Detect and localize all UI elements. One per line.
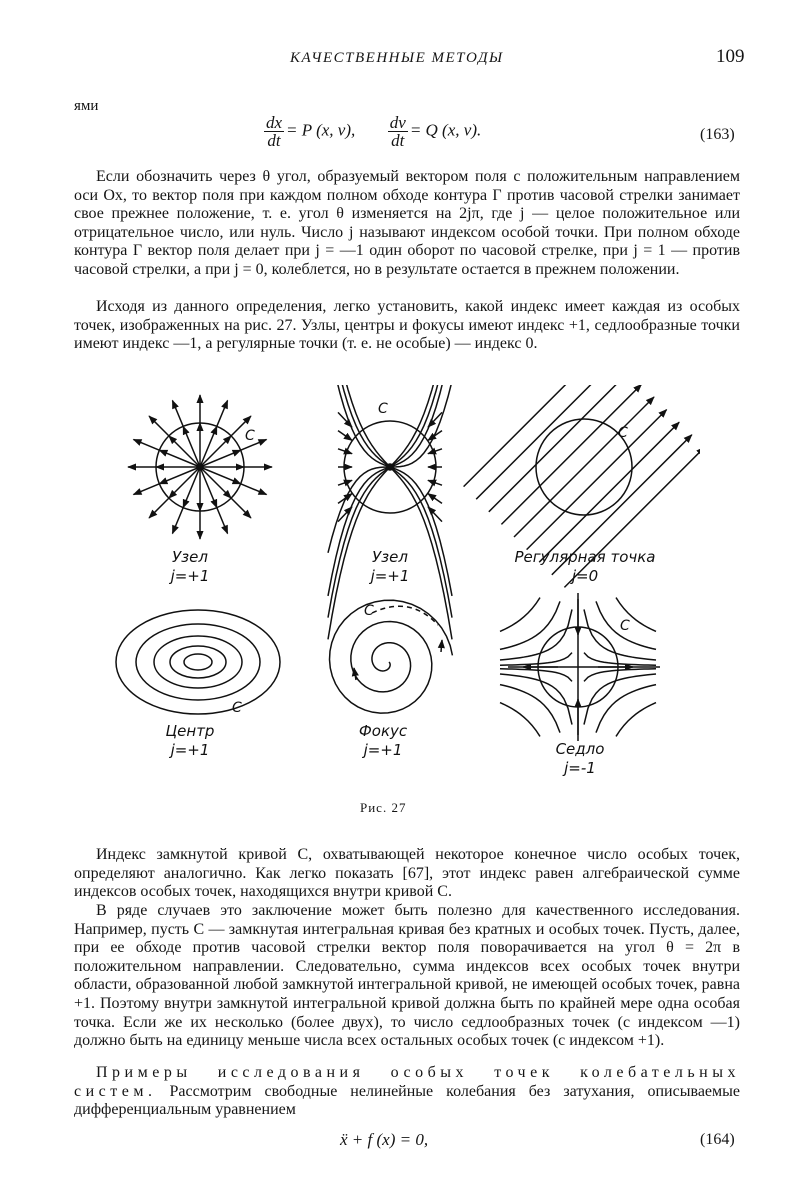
- equation-number-163: (163): [700, 126, 735, 143]
- regular-flow-arrow: [527, 410, 667, 550]
- equation-164: ẍ + f (x) = 0,: [340, 1130, 429, 1149]
- caption-center: Центр j=+1: [165, 722, 215, 759]
- node-ray-arrow: [241, 484, 267, 495]
- node-center-point: [197, 464, 203, 470]
- fraction-dx-dt: $\frac{dx}{dt}$: [266, 113, 283, 150]
- paragraph-closed-curve-index: Индекс замкнутой кривой C, охватывающей некоторое конечное число особых точек, определяют аналогично. Как легко показать [67], этот индекс равен алгебраической сумме индексов особых точек, находящихся внутри кривой C.: [74, 846, 740, 901]
- saddle-hyperbola: [616, 703, 656, 737]
- saddle-hyperbola: [500, 685, 560, 733]
- regular-flow-arrow: [501, 385, 641, 524]
- node-ray-arrow: [169, 467, 200, 498]
- node2-inflow-arrow: [338, 494, 352, 504]
- equation-number-164: (164): [700, 1131, 735, 1148]
- equation-rhs-1: = P (x, v),: [286, 120, 356, 140]
- equation-163: [262, 114, 481, 149]
- node-ray-arrow: [172, 508, 183, 534]
- caption-regular-point: Регулярная точка j=0: [514, 548, 656, 585]
- regular-curve-label: C: [618, 425, 628, 441]
- section-heading: Примеры исследования особых точек колебательных систем.: [74, 1064, 740, 1100]
- center-orbit: [170, 646, 226, 678]
- node-ray-arrow: [217, 508, 228, 534]
- regular-flow-arrow: [514, 397, 654, 537]
- paragraph-qualitative-study: В ряде случаев это заключение может быть полезно для качественного исследования. Например, пусть C — замкнутая интегральная кривая без кратных и особых точек. Пусть, далее, при ее обходе против часовой стрелки вектор поля поворачивается на угол θ = 2π в положительном направлении. Следовательно, сумма индексов всех особых точек внутри области, образованной любой замкнутой интегральной кривой, не имеющей особых точек, равна +1. Поэтому внутри замкнутой интегральной кривой должна быть по крайней мере одна особая точка. Если же их несколько (более двух), то число седлообразных точек (с индексом —1) должно быть на единицу меньше числа всех остальных особых точек (с индексом +1).: [74, 902, 740, 1050]
- regular-flow-arrow: [464, 385, 604, 487]
- focus-arrow: [354, 668, 356, 680]
- caption-focus: Фокус j=+1: [358, 722, 408, 759]
- equation-rhs-2: = Q (x, v).: [409, 120, 482, 140]
- center-orbit: [154, 636, 242, 688]
- node-ray-arrow: [200, 436, 231, 467]
- node2-inflow-arrow: [338, 507, 352, 522]
- figure-caption: Рис. 27: [360, 800, 407, 815]
- node-ray-arrow: [149, 416, 169, 436]
- focus-curve-label: C: [364, 603, 374, 619]
- regular-flow-arrow: [539, 422, 679, 562]
- node2-inflow-arrow: [338, 431, 352, 441]
- node2-inflow-arrow: [338, 480, 352, 485]
- node2-inflow-arrow: [428, 431, 442, 441]
- saddle-curve-label: C: [620, 618, 630, 634]
- node2-center-point: [387, 464, 393, 470]
- node-ray-arrow: [133, 484, 159, 495]
- node-ray-arrow: [133, 439, 159, 450]
- node2-inflow-arrow: [428, 412, 442, 427]
- node-ray-arrow: [200, 467, 231, 498]
- node-ray-arrow: [169, 436, 200, 467]
- center-orbit: [184, 654, 212, 670]
- node2-inflow-arrow: [428, 480, 442, 485]
- node2-inflow-arrow: [428, 494, 442, 504]
- node-ray-arrow: [217, 400, 228, 426]
- page-number: 109: [716, 46, 745, 67]
- node-ray-arrow: [172, 400, 183, 426]
- node-curve-label: C: [245, 428, 255, 444]
- saddle-hyperbola: [500, 601, 560, 649]
- saddle-hyperbola: [596, 685, 656, 733]
- focus-spiral: [329, 600, 452, 713]
- saddle-hyperbola: [500, 598, 540, 632]
- caption-node-2: Узел j=+1: [370, 548, 410, 585]
- paragraph-examples: [74, 1064, 740, 1120]
- running-title: КАЧЕСТВЕННЫЕ МЕТОДЫ: [290, 50, 504, 66]
- paragraph-index-values: Исходя из данного определения, легко установить, какой индекс имеет каждая из особых точек, изображенных на рис. 27. Узлы, центры и фокусы имеют индекс +1, седлообразные точки имеют индекс —1, а регулярные точки (т. е. не особые) — индекс 0.: [74, 298, 740, 353]
- caption-saddle: Седло j=-1: [555, 740, 605, 777]
- section-text: Рассмотрим свободные нелинейные колебания без затухания, описываемые дифференциальным уравнением: [74, 1082, 740, 1119]
- paragraph-index-definition: Если обозначить через θ угол, образуемый вектором поля с положительным направлением оси Ox, то вектор поля при каждом полном обходе контура Γ против часовой стрелки занимает свое прежнее положение, т. е. угол θ изменяется на 2jπ, где j — целое положительное или отрицательное число, или нуль. Число j называют индексом особой точки. При полном обходе контура Γ вектор поля делает при j = —1 один оборот по часовой стрелке, при j = 1 — против часовой стрелки, а при j = 0, колеблется, но в результате остается в прежнем положении.: [74, 168, 740, 278]
- node-ray-arrow: [149, 498, 169, 518]
- fraction-dv-dt: $\frac{dv}{dt}$: [389, 113, 406, 150]
- caption-node-1: Узел j=+1: [170, 548, 210, 585]
- node2-curve-label: C: [378, 401, 388, 417]
- center-orbit: [116, 610, 280, 714]
- lead-fragment: ями: [74, 98, 99, 114]
- center-curve-label: C: [232, 700, 242, 716]
- node2-inflow-arrow: [338, 449, 352, 454]
- focus-arrow: [441, 640, 442, 652]
- saddle-hyperbola: [500, 703, 540, 737]
- node-ray-arrow: [231, 498, 251, 518]
- node2-inflow-arrow: [428, 449, 442, 454]
- regular-flow-arrow: [476, 385, 616, 499]
